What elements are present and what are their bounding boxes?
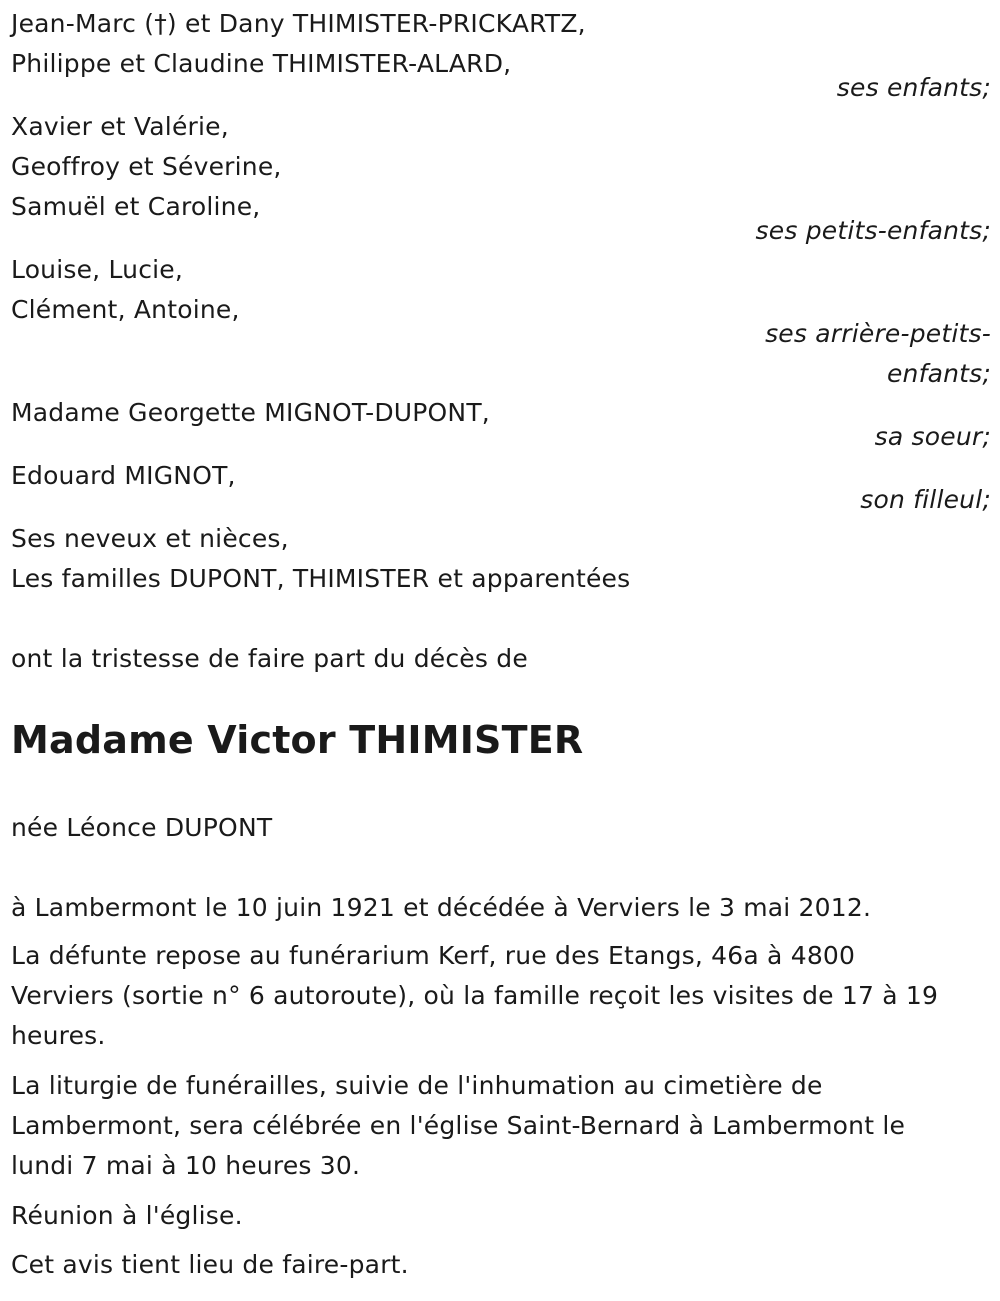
deceased-name: Madame Victor THIMISTER — [11, 718, 584, 762]
birth-death-line: à Lambermont le 10 juin 1921 et décédée à Verviers le 3 mai 2012. — [11, 893, 872, 922]
grandchild-line-1: Xavier et Valérie, — [11, 112, 229, 141]
liturgy-line-2: Lambermont, sera célébrée en l'église Saint-Bernard à Lambermont le — [11, 1111, 906, 1140]
great-grandchild-line-2: Clément, Antoine, — [11, 295, 240, 324]
godson-relation: son filleul; — [860, 485, 991, 514]
grandchild-line-2: Geoffroy et Séverine, — [11, 152, 282, 181]
grandchild-line-3: Samuël et Caroline, — [11, 192, 261, 221]
great-grandchildren-relation-2: enfants; — [886, 359, 991, 388]
sister-relation: sa soeur; — [874, 422, 991, 451]
announcement: ont la tristesse de faire part du décès de — [11, 644, 528, 673]
child-line-1: Jean-Marc (†) et Dany THIMISTER-PRICKARTZ, — [11, 9, 586, 38]
grandchildren-relation: ses petits-enfants; — [755, 216, 991, 245]
others-line-2: Les familles DUPONT, THIMISTER et apparentées — [11, 564, 631, 593]
children-relation: ses enfants; — [836, 73, 991, 102]
notice-line: Cet avis tient lieu de faire-part. — [11, 1250, 409, 1279]
others-line-1: Ses neveux et nièces, — [11, 524, 289, 553]
repose-line-3: heures. — [11, 1021, 106, 1050]
liturgy-line-3: lundi 7 mai à 10 heures 30. — [11, 1151, 361, 1180]
liturgy-line-1: La liturgie de funérailles, suivie de l'inhumation au cimetière de — [11, 1071, 823, 1100]
repose-line-2: Verviers (sortie n° 6 autoroute), où la famille reçoit les visites de 17 à 19 — [11, 981, 939, 1010]
child-line-2: Philippe et Claudine THIMISTER-ALARD, — [11, 49, 512, 78]
repose-line-1: La défunte repose au funérarium Kerf, rue des Etangs, 46a à 4800 — [11, 941, 856, 970]
great-grandchild-line-1: Louise, Lucie, — [11, 255, 184, 284]
meeting-line: Réunion à l'église. — [11, 1201, 243, 1230]
sister-name: Madame Georgette MIGNOT-DUPONT, — [11, 398, 490, 427]
godson-name: Edouard MIGNOT, — [11, 461, 236, 490]
great-grandchildren-relation-1: ses arrière-petits- — [765, 319, 991, 348]
deceased-maiden-name: née Léonce DUPONT — [11, 813, 273, 842]
